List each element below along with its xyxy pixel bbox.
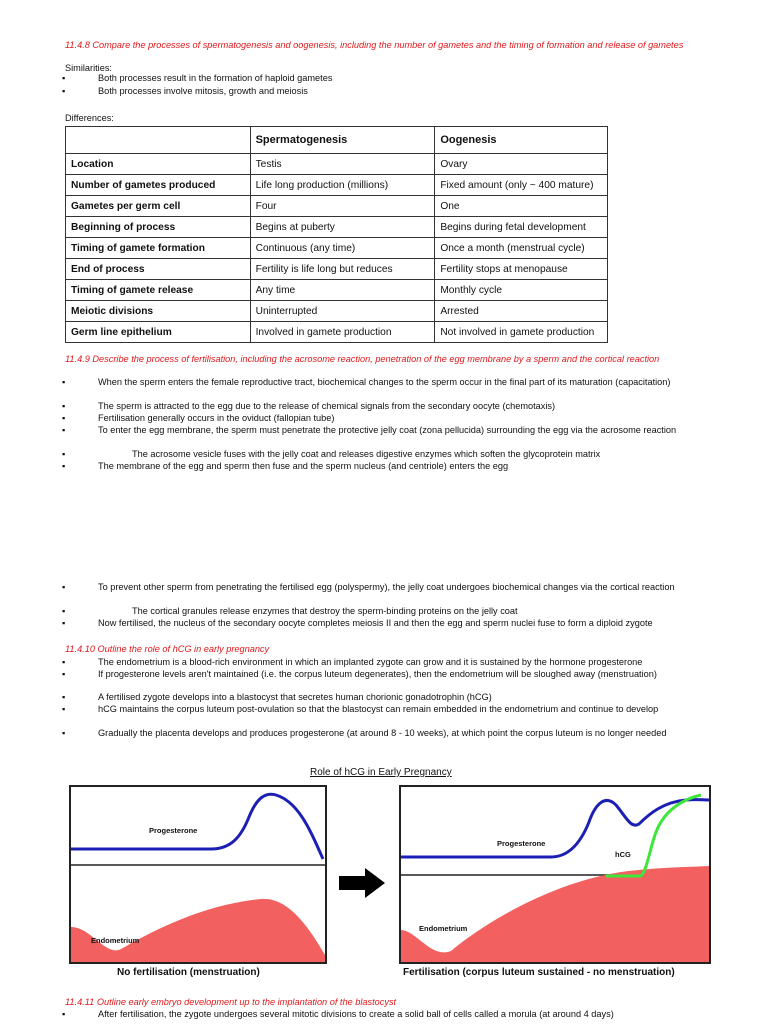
list-item-text: The cortical granules release enzymes that destroy the sperm-binding proteins on the jelly coat: [132, 606, 518, 616]
table-cell: Uninterrupted: [250, 301, 435, 322]
list-item-text: The sperm is attracted to the egg due to the release of chemical signals from the secondary oocyte (chemotaxis): [98, 401, 556, 411]
progesterone-label: Progesterone: [497, 839, 546, 848]
list-item-text: hCG maintains the corpus luteum post-ovulation so that the blastocyst can remain embedded in the endometrium and continue to develop: [98, 704, 659, 714]
fertilisation-caption: Fertilisation (corpus luteum sustained - no menstruation): [403, 967, 675, 978]
list-item-text: If progesterone levels aren't maintained (i.e. the corpus luteum degenerates), then the endometrium will be sloughed away (menstruation): [98, 669, 657, 679]
hcg-curve: [606, 795, 701, 876]
table-row: [66, 196, 608, 217]
table-row: [66, 154, 608, 175]
hcg-label: hCG: [615, 850, 631, 859]
section-heading-11-4-10: 11.4.10 Outline the role of hCG in early pregnancy: [65, 644, 270, 654]
table-row: [66, 259, 608, 280]
table-row-header: Germ line epithelium: [66, 322, 251, 343]
table-cell: Four: [250, 196, 435, 217]
list-item-text: The endometrium is a blood-rich environment in which an implanted zygote can grow and it is sustained by the hormone progesterone: [98, 657, 643, 667]
bullet-icon: ▪: [62, 425, 66, 435]
list-item-text: Fertilisation generally occurs in the oviduct (fallopian tube): [98, 413, 335, 423]
endometrium-area: [71, 899, 325, 962]
table-cell: Begins during fetal development: [435, 217, 608, 238]
bullet-icon: ▪: [62, 1009, 66, 1019]
list-item: [62, 449, 722, 461]
endometrium-area: [401, 866, 709, 962]
bullet-icon: ▪: [62, 449, 66, 459]
list-item: [62, 582, 722, 594]
list-item: [62, 461, 722, 473]
list-item-text: Gradually the placenta develops and produces progesterone (at around 8 - 10 weeks), at which point the corpus luteum is no longer needed: [98, 728, 667, 738]
table-row-header: Gametes per germ cell: [66, 196, 251, 217]
figure-title: Role of hCG in Early Pregnancy: [310, 767, 452, 778]
list-item-text: The membrane of the egg and sperm then fuse and the sperm nucleus (and centriole) enters the egg: [98, 461, 509, 471]
table-row-header: Meiotic divisions: [66, 301, 251, 322]
bullet-icon: ▪: [62, 692, 66, 702]
list-item: [62, 728, 722, 740]
bullet-icon: ▪: [62, 377, 66, 387]
bullet-icon: ▪: [62, 606, 66, 616]
list-item: [62, 1009, 722, 1021]
list-item: [62, 425, 722, 437]
list-item-text: Both processes involve mitosis, growth and meiosis: [98, 86, 308, 96]
no-fertilisation-diagram: [69, 785, 327, 964]
table-header-cell: [66, 127, 251, 154]
table-cell: Involved in gamete production: [250, 322, 435, 343]
fertilisation-graph: [401, 787, 709, 962]
similarities-label: Similarities:: [65, 63, 112, 73]
bullet-icon: ▪: [62, 728, 66, 738]
list-item-text: After fertilisation, the zygote undergoes several mitotic divisions to create a solid ball of cells called a morula (at around 4 days): [98, 1009, 614, 1019]
bullet-icon: ▪: [62, 657, 66, 667]
right-arrow-icon: [339, 868, 387, 898]
table-cell: Fertility is life long but reduces: [250, 259, 435, 280]
list-item: [62, 606, 722, 618]
fertilisation-diagram: [399, 785, 711, 964]
bullet-icon: ▪: [62, 669, 66, 679]
list-item: [62, 413, 722, 425]
list-item-text: To prevent other sperm from penetrating the fertilised egg (polyspermy), the jelly coat undergoes biochemical changes via the cortical reaction: [98, 582, 675, 592]
endometrium-label: Endometrium: [91, 936, 140, 945]
table-cell: Fixed amount (only ~ 400 mature): [435, 175, 608, 196]
list-item: [62, 618, 722, 630]
table-row: [66, 301, 608, 322]
table-row: [66, 217, 608, 238]
progesterone-label: Progesterone: [149, 826, 198, 835]
list-item-text: When the sperm enters the female reproductive tract, biochemical changes to the sperm occur in the final part of its maturation (capacitation): [98, 377, 671, 387]
table-cell: Arrested: [435, 301, 608, 322]
no-fertilisation-graph: [71, 787, 325, 962]
table-cell: Testis: [250, 154, 435, 175]
table-header-row: [66, 127, 608, 154]
differences-table: [65, 126, 608, 343]
list-item-text: The acrosome vesicle fuses with the jelly coat and releases digestive enzymes which soften the glycoprotein matrix: [132, 449, 601, 459]
table-row: [66, 280, 608, 301]
table-cell: Begins at puberty: [250, 217, 435, 238]
table-cell: Continuous (any time): [250, 238, 435, 259]
differences-label: Differences:: [65, 113, 114, 123]
table-cell: Any time: [250, 280, 435, 301]
bullet-icon: ▪: [62, 704, 66, 714]
table-cell: Ovary: [435, 154, 608, 175]
table-row-header: End of process: [66, 259, 251, 280]
table-row-header: Timing of gamete formation: [66, 238, 251, 259]
table-cell: Monthly cycle: [435, 280, 608, 301]
no-fertilisation-caption: No fertilisation (menstruation): [117, 967, 260, 978]
bullet-icon: ▪: [62, 73, 66, 83]
table-header-cell: Oogenesis: [435, 127, 608, 154]
endometrium-label: Endometrium: [419, 924, 468, 933]
list-item-text: A fertilised zygote develops into a blastocyst that secretes human chorionic gonadotrophin (hCG): [98, 692, 492, 702]
progesterone-curve: [401, 800, 709, 857]
table-row-header: Timing of gamete release: [66, 280, 251, 301]
list-item-text: Both processes result in the formation of haploid gametes: [98, 73, 333, 83]
table-row-header: Number of gametes produced: [66, 175, 251, 196]
section-heading-11-4-9: 11.4.9 Describe the process of fertilisation, including the acrosome reaction, penetration of the egg membrane by a sperm and the cortical reaction: [65, 354, 660, 364]
list-item-text: To enter the egg membrane, the sperm must penetrate the protective jelly coat (zona pellucida) surrounding the egg via the acrosome reaction: [98, 425, 677, 435]
bullet-icon: ▪: [62, 413, 66, 423]
table-row: [66, 175, 608, 196]
table-row: [66, 322, 608, 343]
list-item: [62, 73, 722, 85]
bullet-icon: ▪: [62, 618, 66, 628]
section-heading-11-4-11: 11.4.11 Outline early embryo development up to the implantation of the blastocyst: [65, 997, 397, 1007]
table-header-cell: Spermatogenesis: [250, 127, 435, 154]
list-item: [62, 657, 722, 669]
table-cell: Not involved in gamete production: [435, 322, 608, 343]
section-heading-11-4-8: 11.4.8 Compare the processes of spermatogenesis and oogenesis, including the number of gametes and the timing of formation and release of gametes: [65, 40, 684, 50]
table-cell: Fertility stops at menopause: [435, 259, 608, 280]
list-item: [62, 377, 722, 389]
list-item: [62, 669, 722, 681]
table-cell: Once a month (menstrual cycle): [435, 238, 608, 259]
list-item-text: Now fertilised, the nucleus of the secondary oocyte completes meiosis II and then the egg and sperm nuclei fuse to form a diploid zygote: [98, 618, 653, 628]
list-item: [62, 86, 722, 98]
table-row-header: Beginning of process: [66, 217, 251, 238]
table-cell: One: [435, 196, 608, 217]
table-cell: Life long production (millions): [250, 175, 435, 196]
table-row: [66, 238, 608, 259]
list-item: [62, 401, 722, 413]
bullet-icon: ▪: [62, 401, 66, 411]
list-item: [62, 692, 722, 704]
bullet-icon: ▪: [62, 86, 66, 96]
list-item: [62, 704, 722, 716]
table-row-header: Location: [66, 154, 251, 175]
bullet-icon: ▪: [62, 461, 66, 471]
bullet-icon: ▪: [62, 582, 66, 592]
